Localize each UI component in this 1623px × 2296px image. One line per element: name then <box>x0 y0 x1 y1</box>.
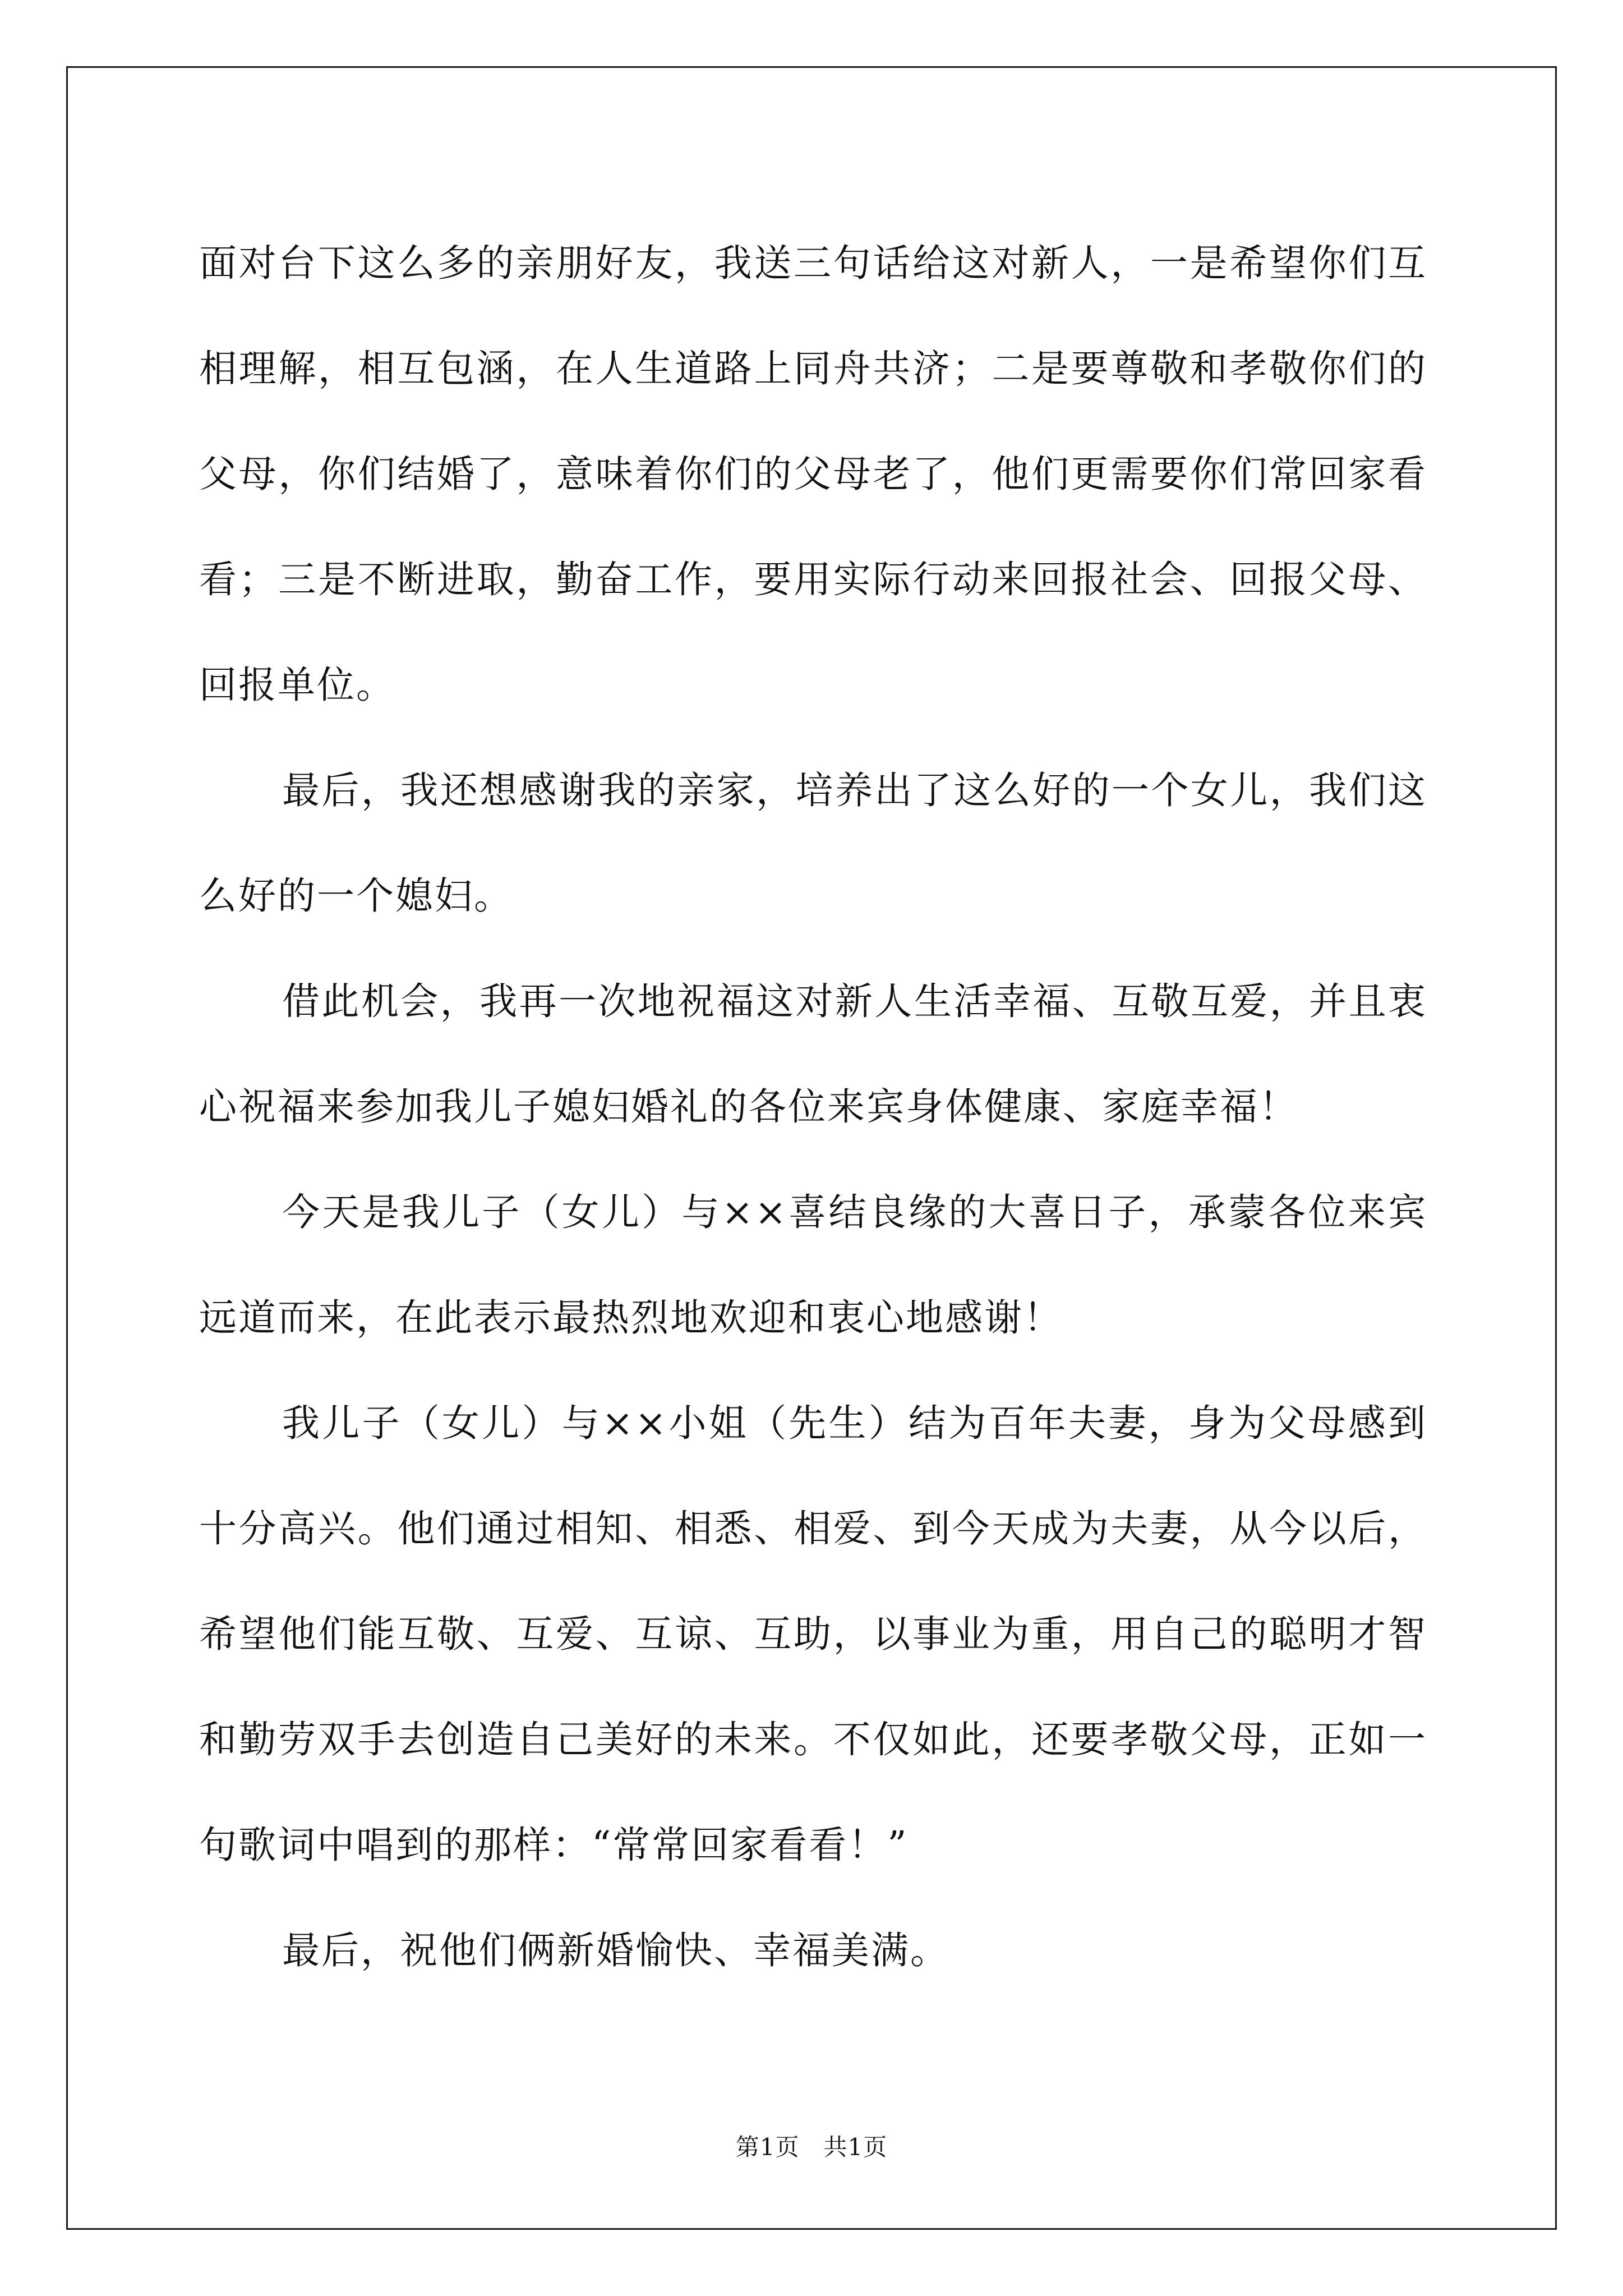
page-footer: 第1页 共1页 <box>735 2133 888 2161</box>
paragraph-5: 我儿子（女儿）与××小姐（先生）结为百年夫妻，身为父母感到十分高兴。他们通过相知、相悉、相爱、到今天成为夫妻，从今以后，希望他们能互敬、互爱、互谅、互助，以事业为重，用自己的聪明才智和勤劳双手去创造自己美好的未来。不仅如此，还要孝敬父母，正如一句歌词中唱到的那样：“常常回家看看！” <box>199 1401 1427 1867</box>
document-body <box>199 210 1427 2003</box>
paragraph-2: 最后，我还想感谢我的亲家，培养出了这么好的一个女儿，我们这么好的一个媳妇。 <box>199 769 1427 918</box>
paragraph-1: 面对台下这么多的亲朋好友，我送三句话给这对新人，一是希望你们互相理解，相互包涵，在人生道路上同舟共济；二是要尊敬和孝敬你们的父母，你们结婚了，意味着你们的父母老了，他们更需要你们常回家看看；三是不断进取，勤奋工作，要用实际行动来回报社会、回报父母、回报单位。 <box>199 241 1427 707</box>
paragraph-6: 最后，祝他们俩新婚愉快、幸福美满。 <box>282 1929 949 1972</box>
paragraph-4: 今天是我儿子（女儿）与××喜结良缘的大喜日子，承蒙各位来宾远道而来，在此表示最热烈地欢迎和衷心地感谢！ <box>199 1190 1427 1340</box>
paragraph-3: 借此机会，我再一次地祝福这对新人生活幸福、互敬互爱，并且衷心祝福来参加我儿子媳妇婚礼的各位来宾身体健康、家庭幸福！ <box>199 979 1427 1129</box>
